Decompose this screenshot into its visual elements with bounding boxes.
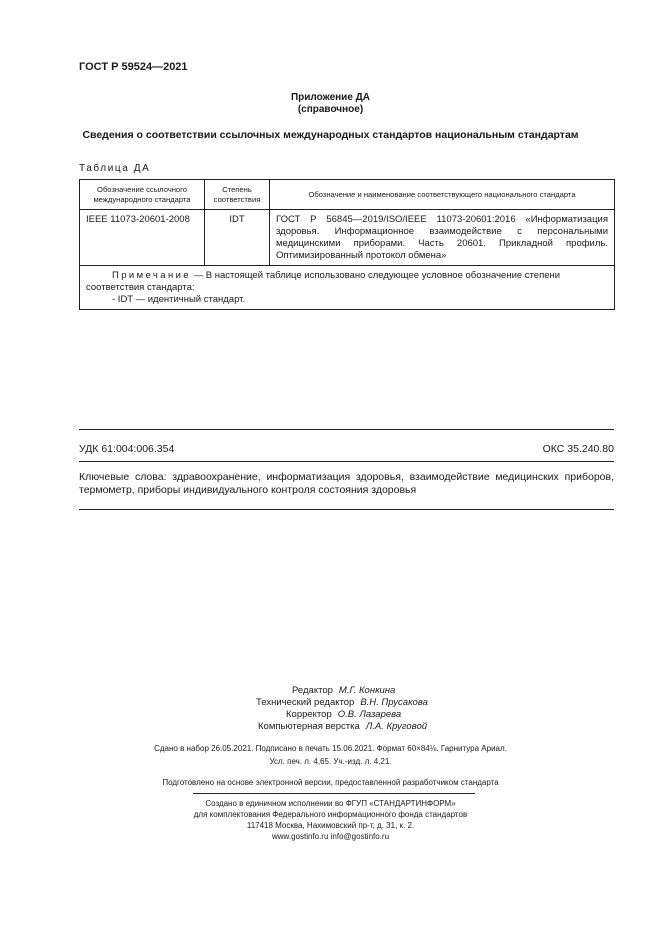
annex-subtitle: (справочное) xyxy=(297,104,364,115)
keywords: Ключевые слова: здравоохранение, информатизация здоровья, взаимодействие медицинских приборов, термометр, приборы индивидуального контроля состояния здоровья xyxy=(79,471,614,496)
table-caption: Таблица ДА xyxy=(79,163,151,174)
publisher-line2: для комплектования Федерального информационного фонда стандартов xyxy=(193,810,468,819)
correspondence-table xyxy=(79,179,615,310)
note-item: - IDT — идентичный стандарт. xyxy=(112,294,246,305)
annex-heading xyxy=(0,92,661,116)
header-degree: Степень соответствия xyxy=(205,180,270,210)
publisher-line4: www.gostinfo.ru info@gostinfo.ru xyxy=(271,832,390,841)
staff-name: М.Г. Конкина xyxy=(338,685,396,696)
cell-degree: IDT xyxy=(205,210,270,266)
staff-row-proofreader xyxy=(286,709,401,721)
note-label: Примечание xyxy=(112,270,191,281)
divider-middle xyxy=(79,461,614,462)
table-header-row xyxy=(80,180,615,210)
footer-divider xyxy=(193,793,475,794)
publisher-line3: 117418 Москва, Нахимовский пр-т, д. 31, к. 2. xyxy=(246,821,415,830)
staff-name: О.В. Лазарева xyxy=(337,709,402,720)
document-code: ГОСТ Р 59524—2021 xyxy=(79,61,188,73)
cell-intl-standard: IEEE 11073-20601-2008 xyxy=(80,210,205,266)
staff-name: В.Н. Прусакова xyxy=(360,697,428,708)
staff-row-tech-editor xyxy=(256,697,428,709)
table-note xyxy=(80,266,615,310)
annex-title: Приложение ДА xyxy=(290,92,371,103)
cell-national-standard: ГОСТ Р 56845—2019/ISO/IEEE 11073-20601:2016 «Информатизация здоровья. Информационное взаимодействие с персональными медицинскими приборами. Часть 20601. Прикладной профиль. Оптимизированный протокол обмена» xyxy=(270,210,615,266)
staff-role: Редактор xyxy=(292,685,333,696)
header-intl-standard: Обозначение ссылочного международного стандарта xyxy=(80,180,205,210)
prepared-note: Подготовлено на основе электронной версии, предоставленной разработчиком стандарта xyxy=(162,778,499,787)
table-note-row xyxy=(80,266,615,310)
oks-code: ОКС 35.240.80 xyxy=(542,443,614,455)
staff-role: Корректор xyxy=(286,709,332,720)
divider-bottom xyxy=(79,509,614,510)
table-row xyxy=(80,210,615,266)
note-text: — В настоящей таблице использовано следующее условное обозначение степени соответствия стандарта: xyxy=(86,270,561,293)
header-national-standard: Обозначение и наименование соответствующего национального стандарта xyxy=(270,180,615,210)
section-title: Сведения о соответствии ссылочных международных стандартов национальным стандартам xyxy=(82,129,579,141)
staff-name: Л.А. Круговой xyxy=(365,721,428,732)
divider-top xyxy=(79,429,614,430)
publisher-line1: Создано в единичном исполнении во ФГУП «СТАНДАРТИНФОРМ» xyxy=(205,799,456,808)
print-info-line2: Усл. печ. л. 4,65. Уч.-изд. л. 4,21. xyxy=(269,757,392,766)
staff-role: Компьютерная верстка xyxy=(258,721,360,732)
staff-role: Технический редактор xyxy=(256,697,355,708)
staff-row-layout xyxy=(258,721,427,733)
udc-code: УДК 61:004:006.354 xyxy=(79,443,175,455)
staff-row-editor xyxy=(292,685,395,697)
print-info-line1: Сдано в набор 26.05.2021. Подписано в печать 15.06.2021. Формат 60×84⅛. Гарнитура Ариал. xyxy=(154,744,507,753)
